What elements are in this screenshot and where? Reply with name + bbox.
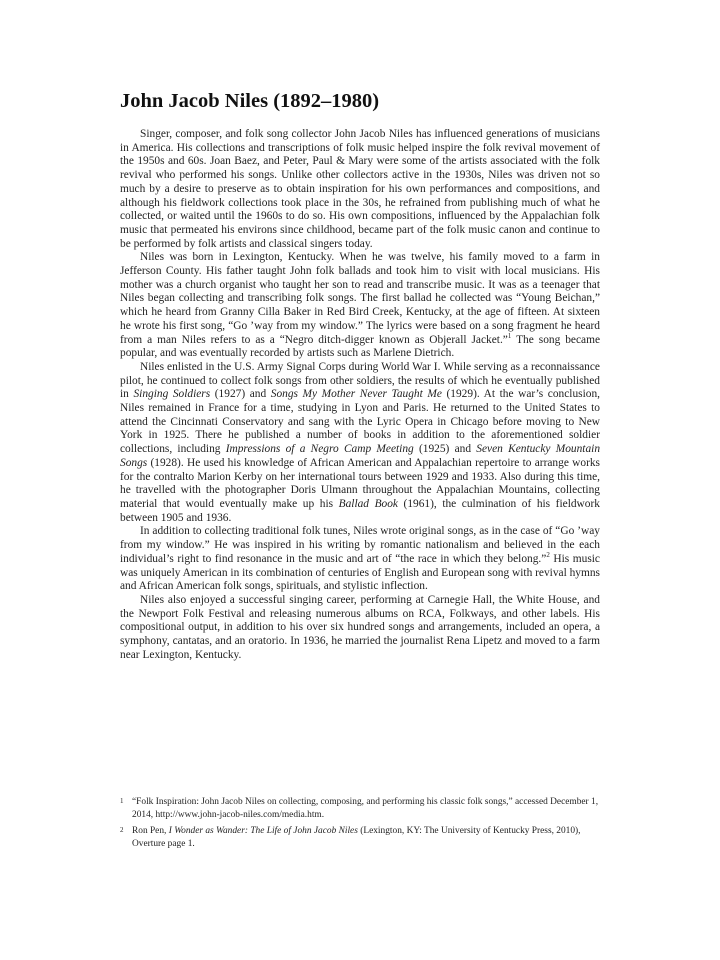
paragraph-4-text-b: His music was uniquely American in its combination of centuries of English and European song with revival hymns and African American folk songs, spirituals, and stylistic inflection.	[120, 552, 600, 593]
paragraph-5: Niles also enjoyed a successful singing career, performing at Carnegie Hall, the White House, and the Newport Folk Festival and releasing numerous albums on RCA, Folkways, and other labels. His compositional output, in addition to his over six hundred songs and arrangements, included an opera, a symphony, cantatas, and an oratorio. In 1936, he married the journalist Rena Lipetz and moved to a farm near Lexington, Kentucky.	[120, 593, 600, 661]
title-seven-kentucky: Seven Kentucky Mountain Songs	[120, 443, 601, 469]
footnotes	[120, 796, 600, 854]
paragraph-3-text-f: (1961), the culmination of his fieldwork between 1905 and 1936.	[120, 497, 600, 524]
footnote-text: “Folk Inspiration: John Jacob Niles on collecting, composing, and performing his classic folk songs,” accessed December 1, 2014, http://www.john-jacob-niles.com/media.htm.	[132, 797, 599, 820]
paragraph-3-text-d: (1925) and	[413, 443, 477, 456]
paragraph-3-text-b: (1927) and	[210, 388, 271, 401]
paragraph-3-text-e: (1928). He used his knowledge of African American and Appalachian repertoire to arrange works for the contralto Marion Kerby on her international tours between 1929 and 1933. Also during this time, he travelled with the photographer Doris Ulmann throughout the Appalachian Mountains, collecting material that would eventually make up his	[120, 456, 600, 510]
footnote-number: 2	[120, 826, 124, 835]
title-songs-my-mother: Songs My Mother Never Taught Me	[270, 388, 442, 401]
article-body	[120, 128, 600, 662]
paragraph-2-text-b: The song became popular, and was eventually recorded by artists such as Marlene Dietrich.	[120, 333, 600, 360]
paragraph-4-text-a: In addition to collecting traditional folk tunes, Niles wrote original songs, as in the case of “Go ’way from my window.” He was inspired in his writing by romantic nationalism and believed in the each individual’s right to find resonance in the music and art of “the race in which they belong.”	[120, 525, 600, 565]
footnote-text-b: (Lexington, KY: The University of Kentucky Press, 2010), Overture page 1.	[132, 826, 581, 849]
footnote-ref-1[interactable]: 1	[507, 331, 512, 340]
footnote-text-a: Ron Pen,	[132, 826, 169, 837]
footnote-number: 1	[120, 797, 124, 805]
footnote-1	[120, 796, 600, 821]
paragraph-3	[120, 361, 600, 525]
footnote-book-title: I Wonder as Wander: The Life of John Jacob Niles	[168, 826, 358, 837]
paragraph-2-text-a: Niles was born in Lexington, Kentucky. When he was twelve, his family moved to a farm in Jefferson County. His father taught John folk ballads and took him to visit with local musicians. His mother was a church organist who taught her son to read and transcribe music. It was as a teenager that Niles began collecting and transcribing folk songs. The first ballad he collected was “Young Beichan,” which he heard from Granny Cilla Baker in Red Bird Creek, Kentucky, at the age of fifteen. At sixteen he wrote his first song, “Go ’way from my window.” The lyrics were based on a song fragment he heard from a man Niles refers to as a “Negro ditch-digger known as Objerall Jacket.”	[120, 251, 600, 346]
paragraph-3-text-c: (1929). At the war’s conclusion, Niles remained in France for a time, studying in Lyon and Paris. He returned to the United States to attend the Cincinnati Conservatory and sang with the Lyric Opera in Chicago before moving to New York in 1925. There he published a number of books in addition to the aforementioned soldier collections, including	[120, 388, 601, 456]
footnote-2	[120, 825, 600, 850]
paragraph-4	[120, 525, 600, 594]
paragraph-3-text-a: Niles enlisted in the U.S. Army Signal Corps during World War I. While serving as a reconnaissance pilot, he continued to collect folk songs from other soldiers, the results of which he eventually published in	[120, 360, 600, 401]
page-title: John Jacob Niles (1892–1980)	[120, 90, 380, 112]
paragraph-2	[120, 251, 600, 361]
footnote-ref-2[interactable]: 2	[546, 551, 550, 559]
title-ballad-book: Ballad Book	[338, 497, 398, 510]
paragraph-1: Singer, composer, and folk song collector John Jacob Niles has influenced generations of musicians in America. His collections and transcriptions of folk music helped inspire the folk revival movement of the 1950s and 60s. Joan Baez, and Peter, Paul & Mary were some of the artists associated with the folk revival who performed his songs. Unlike other collectors active in the 1930s, Niles was driven not so much by a desire to preserve as to obtain inspiration for his own performances and compositions, and although his fieldwork collections took place in the 30s, he refrained from publishing much of what he collected, or waited until the 1960s to do so. His own compositions, influenced by the Appalachian folk music that permeated his environs since childhood, became part of the folk music canon and continue to be performed by folk artists and classical singers today.	[120, 128, 600, 250]
title-impressions: Impressions of a Negro Camp Meeting	[225, 443, 414, 456]
title-singing-soldiers: Singing Soldiers	[133, 388, 211, 401]
